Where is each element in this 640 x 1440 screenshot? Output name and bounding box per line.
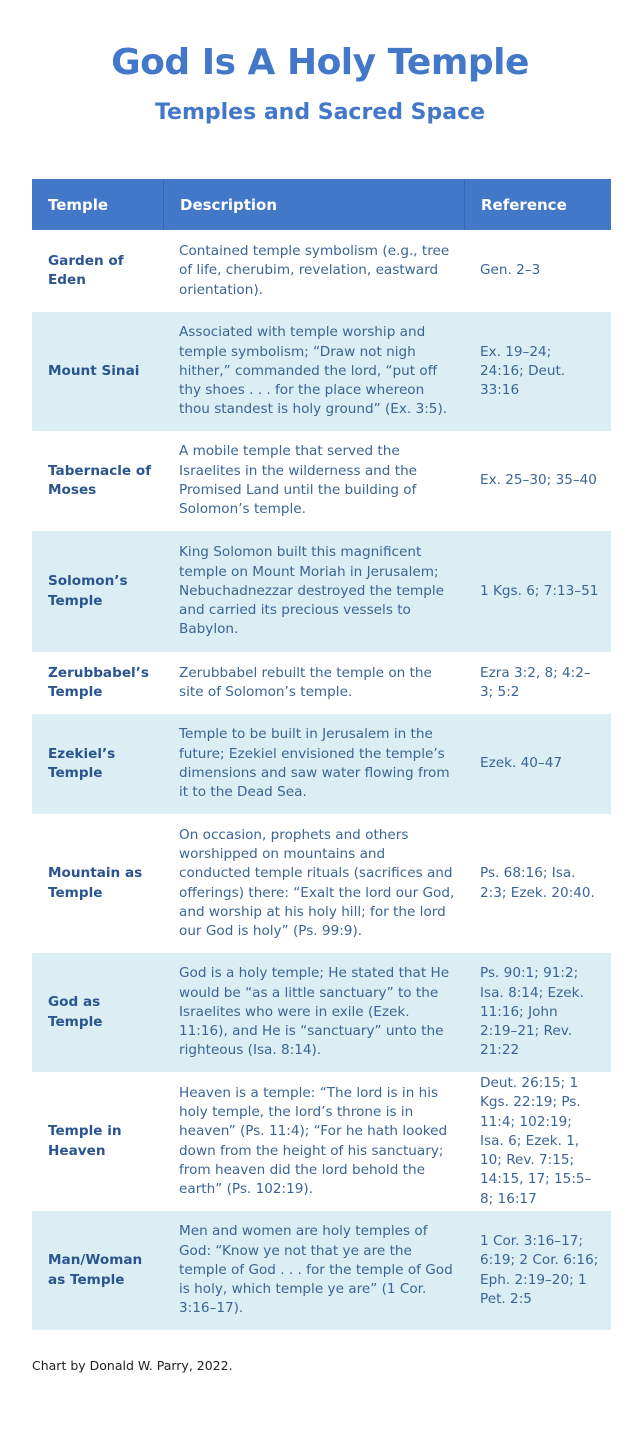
temple-name: Mount Sinai — [48, 362, 140, 379]
header-reference: Reference — [464, 179, 611, 230]
table-row — [32, 652, 611, 714]
temple-reference: Ex. 25–30; 35–40 — [480, 472, 597, 489]
page-title: God Is A Holy Temple — [111, 42, 529, 83]
page-subtitle: Temples and Sacred Space — [154, 100, 486, 125]
table-row — [32, 953, 611, 1072]
temple-reference: 1 Kgs. 6; 7:13–51 — [480, 582, 599, 599]
temple-reference: Ex. 19–24; 24:16; Deut. 33:16 — [480, 343, 566, 399]
temple-description: Temple to be built in Jerusalem in the future; Ezekiel envisioned the temple’s dimensions and saw water flowing from it to the Dead Sea. — [179, 726, 450, 801]
table-row — [32, 230, 611, 312]
temple-description: Zerubbabel rebuilt the temple on the site of Solomon’s temple. — [179, 664, 432, 700]
temple-name: Temple in Heaven — [48, 1123, 122, 1159]
temple-description: Men and women are holy temples of God: “Know ye not that ye are the temple of God . . . for the temple of God is holy, which temple ye are” (1 Cor. 3:16–17). — [179, 1223, 453, 1317]
temple-description: Associated with temple worship and temple symbolism; “Draw not nigh hither,” commanded the lord, “put off thy shoes . . . for the place whereon thou standest is holy ground” (Ex. 3:5). — [179, 324, 448, 418]
temple-name: Garden of Eden — [48, 252, 124, 288]
temples-table — [32, 179, 611, 1330]
table-row — [32, 714, 611, 814]
temple-name: Solomon’s Temple — [48, 573, 128, 609]
temple-name: God as Temple — [48, 994, 103, 1030]
temple-reference: Ps. 90:1; 91:2; Isa. 8:14; Ezek. 11:16; John 2:19–21; Rev. 21:22 — [480, 965, 584, 1059]
temple-reference: Ezek. 40–47 — [480, 755, 562, 772]
temple-description: A mobile temple that served the Israelites in the wilderness and the Promised Land until the building of Solomon’s temple. — [179, 443, 418, 518]
temple-name: Mountain as Temple — [48, 865, 143, 901]
temple-reference: Deut. 26:15; 1 Kgs. 22:19; Ps. 11:4; 102:19; Isa. 6; Ezek. 1, 10; Rev. 7:15; 14:15, 17; 15:5–8; 16:17 — [480, 1074, 592, 1207]
table-row — [32, 1072, 611, 1211]
table-header — [32, 179, 611, 230]
table-row — [32, 312, 611, 431]
temple-reference: Ezra 3:2, 8; 4:2–3; 5:2 — [480, 664, 591, 700]
table-row — [32, 431, 611, 531]
temple-description: King Solomon built this magnificent temple on Mount Moriah in Jerusalem; Nebuchadnezzar destroyed the temple and carried its precious vessels to Babylon. — [179, 544, 445, 638]
temple-reference: Ps. 68:16; Isa. 2:3; Ezek. 20:40. — [480, 865, 595, 901]
table-row — [32, 531, 611, 652]
temple-description: Heaven is a temple: “The lord is in his holy temple, the lord’s throne is in heaven” (Ps. 11:4); “For he hath looked down from the height of his sanctuary; from heaven did the lord behold the earth” (Ps. 102:19). — [179, 1084, 448, 1198]
table-row — [32, 814, 611, 953]
temple-name: Tabernacle of Moses — [48, 462, 152, 498]
temple-name: Zerubbabel’s Temple — [48, 664, 149, 700]
temple-description: Contained temple symbolism (e.g., tree of life, cherubim, revelation, eastward orientation). — [179, 243, 450, 298]
chart-credit: Chart by Donald W. Parry, 2022. — [32, 1358, 233, 1373]
temple-description: God is a holy temple; He stated that He would be “as a little sanctuary” to the Israelites who were in exile (Ezek. 11:16), and He is “sanctuary” unto the righteous (Isa. 8:14). — [179, 965, 450, 1059]
table-row — [32, 1211, 611, 1330]
temple-description: On occasion, prophets and others worshipped on mountains and conducted temple rituals (sacrifices and offerings) there: “Exalt the lord our God, and worship at his holy hill; for the lord our God is holy” (Ps. 99:9). — [179, 826, 455, 940]
temple-reference: 1 Cor. 3:16–17; 6:19; 2 Cor. 6:16; Eph. 2:19–20; 1 Pet. 2:5 — [480, 1232, 599, 1307]
header-description: Description — [163, 179, 464, 230]
temple-reference: Gen. 2–3 — [480, 262, 541, 279]
temple-name: Man/Woman as Temple — [48, 1252, 143, 1288]
header-temple: Temple — [48, 195, 109, 214]
temple-name: Ezekiel’s Temple — [48, 745, 116, 781]
